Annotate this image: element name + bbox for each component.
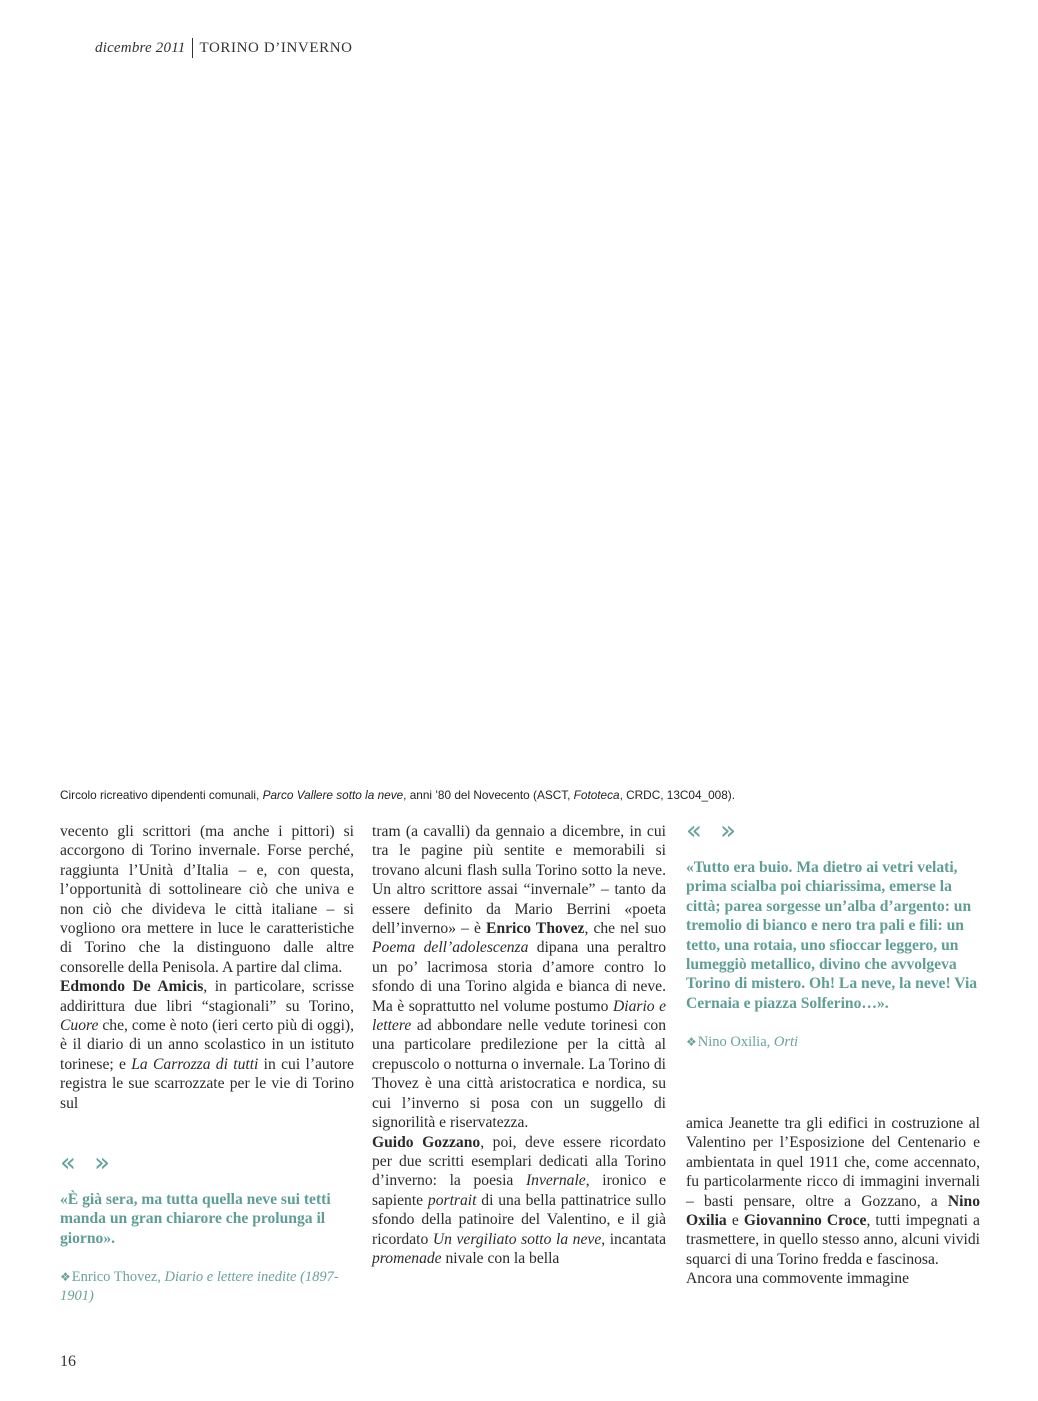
caption-text: Circolo ricreativo dipendenti comunali,: [60, 788, 263, 802]
header-date: dicembre 2011: [95, 39, 186, 56]
caption-archive: Fototeca: [573, 788, 620, 802]
text-run: nivale con la bella: [441, 1249, 560, 1267]
text-run: di una bella pattinatrice sullo sfondo della patinoire del Valentino, e il già ricordato: [372, 1191, 666, 1248]
text-run: , incantata: [601, 1230, 666, 1248]
pull-quote-2: [686, 818, 982, 1052]
text-run: , poi, deve essere ricordato per due scritti esemplari dedicati alla Torino d’inverno: la poesia: [372, 1133, 666, 1190]
text-column-2: [372, 822, 666, 1268]
paragraph: vecento gli scrittori (ma anche i pittori) si accorgono di Torino invernale. Forse perché, raggiunta l’Unità d’Italia – e, con questa, l’opportunità di sottolineare ciò che univa e non ciò che divideva le città italiane – si vogliono ora mettere in luce le caratteristiche di Torino che la distinguono dalle altre consorelle della Penisola. A partire dal clima.: [60, 823, 354, 976]
paragraph: [686, 1114, 980, 1269]
diamond-bullet-icon: ❖: [686, 1035, 697, 1050]
quote-work: Diario e lettere inedite (1897-1901): [60, 1269, 339, 1305]
quote-marks-icon: « »: [686, 816, 742, 846]
header-divider: [192, 38, 193, 58]
caption-text: , CRDC, 13C04_008).: [619, 788, 735, 802]
author-name: Edmondo De Amicis: [60, 978, 204, 996]
running-header: [95, 38, 353, 58]
paragraph: [60, 977, 354, 1113]
author-name: Nino Oxilia: [686, 1192, 980, 1230]
book-title: La Carrozza di tutti: [131, 1055, 259, 1073]
author-name: Giovannino Croce: [743, 1212, 867, 1230]
diamond-bullet-icon: ❖: [60, 1270, 71, 1285]
quote-author: Enrico Thovez,: [71, 1269, 165, 1286]
quote-citation: [686, 1033, 982, 1052]
header-title: TORINO D’INVERNO: [199, 39, 353, 56]
author-name: Enrico Thovez: [486, 920, 585, 938]
text-run: , che nel suo: [584, 920, 667, 938]
author-name: Guido Gozzano: [372, 1133, 481, 1151]
text-column-3: [686, 1114, 980, 1289]
photo-caption: [60, 788, 980, 802]
text-column-1: [60, 822, 354, 1113]
text-run: , ironico e sapiente: [372, 1172, 666, 1209]
text-run: dipana una peraltro un po’ lacrimosa storia d’amore contro lo sfondo di una Torino algida e bianca di neve. Ma è soprattutto nel volume postumo: [372, 939, 667, 1015]
book-title: Diario e lettere: [372, 997, 666, 1035]
pull-quote-1: [60, 1150, 356, 1306]
text-run: ad abbondare nelle vedute torinesi con una particolare predilezione per la città al crepuscolo o notturna o invernale. La Torino di Thovez è una città aristocratica e nordica, su cui l’inverno si posa con un suggello di signorilità e riservatezza.: [372, 1017, 666, 1132]
book-title: Cuore: [60, 1017, 99, 1035]
caption-text: , anni ’80 del Novecento (ASCT,: [403, 788, 574, 802]
quote-text: «È già sera, ma tutta quella neve sui tetti manda un gran chiarore che prolunga il giorno».: [60, 1191, 331, 1247]
text-run: , in particolare, scrisse addirittura due libri “stagionali” su Torino,: [60, 978, 355, 1015]
page-number: 16: [60, 1353, 76, 1370]
quote-text: «Tutto era buio. Ma dietro ai vetri velati, prima scialba poi chiarissima, emerse la città; parea sorgesse un’alba d’argento: un tremolio di bianco e nero tra pali e fili: un tetto, una rotaia, uno sfioccar leggero, un lumeggiò metallico, divino che avvolgeva Torino di mistero. Oh! La neve, la neve! Via Cernaia e piazza Solferino…».: [686, 859, 978, 1012]
text-run: tram (a cavalli) da gennaio a dicembre, in cui tra le pagine più sentite e memorabili si trovano alcuni flash sulla Torino sotto la neve. Un altro scrittore assai “invernale” – tanto da essere definito da Mario Berrini «poeta dell’inverno» – è: [372, 823, 666, 938]
book-title: Poema dell’adolescenza: [372, 939, 529, 957]
quote-marks-icon: « »: [60, 1148, 116, 1178]
text-run: in cui l’autore registra le sue scarrozzate per le vie di Torino sul: [60, 1055, 354, 1112]
text-run: che, come è noto (ieri certo più di oggi), è il diario di un anno scolastico in un istituto torinese; e: [60, 1017, 354, 1073]
paragraph: [372, 1133, 666, 1269]
caption-title: Parco Vallere sotto la neve: [262, 788, 404, 802]
text-run: amica Jeanette tra gli edifici in costruzione al Valentino per l’Esposizione del Centenario e ambientata in quel 1911 che, come accennato, fu particolarmente ricco di immagini invernali – basti pensare, oltre a Gozzano, a: [686, 1115, 980, 1210]
quote-author: Nino Oxilia,: [697, 1034, 774, 1051]
work-title: Invernale: [525, 1172, 586, 1190]
quote-citation: [60, 1268, 356, 1306]
text-run: e: [726, 1212, 744, 1230]
paragraph: Ancora una commovente immagine: [686, 1270, 910, 1288]
paragraph: [372, 822, 666, 1133]
text-run: , tutti impegnati a trasmettere, in quello stesso anno, alcuni vividi squarci di una Torino fredda e fascinosa.: [686, 1212, 980, 1268]
work-title: Un vergiliato sotto la neve: [432, 1230, 602, 1248]
quote-work: Orti: [773, 1034, 799, 1051]
work-title: promenade: [372, 1249, 442, 1267]
photo-area: [60, 80, 978, 780]
work-title: portrait: [427, 1191, 477, 1209]
